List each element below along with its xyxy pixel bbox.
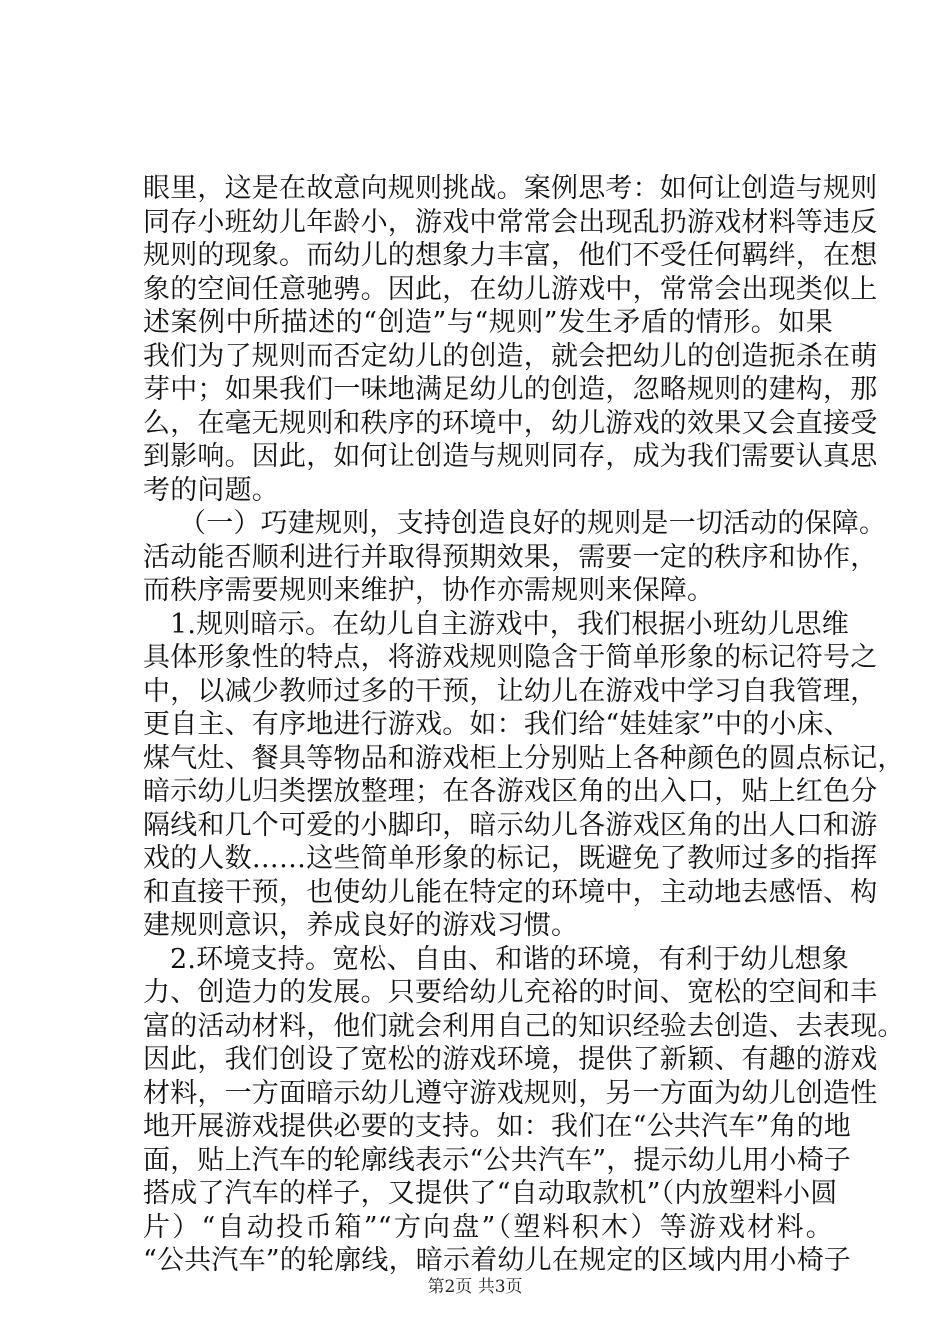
text-line: 眼里，这是在故意向规则挑战。案例思考：如何让创造与规则 xyxy=(143,173,878,204)
text-line: 片）“自动投币箱”“方向盘”（塑料积木）等游戏材料。 xyxy=(143,1211,833,1243)
text-line: “公共汽车”的轮廓线，暗示着幼儿在规定的区域内用小椅子 xyxy=(143,1245,852,1276)
text-line: 因此，我们创设了宽松的游戏环境，提供了新颖、有趣的游戏 xyxy=(143,1044,878,1075)
numbered-paragraph-line: 2.环境支持。宽松、自由、和谐的环境，有利于幼儿想象 xyxy=(170,943,849,975)
text-line: 而秩序需要规则来维护，协作亦需规则来保障。 xyxy=(143,575,715,606)
numbered-paragraph-line: 1.规则暗示。在幼儿自主游戏中，我们根据小班幼儿思维 xyxy=(170,608,849,640)
text-line: 芽中；如果我们一味地满足幼儿的创造，忽略规则的建构，那 xyxy=(143,374,878,405)
text-line: 么，在毫无规则和秩序的环境中，幼儿游戏的效果又会直接受 xyxy=(143,407,878,439)
text-line: 到影响。因此，如何让创造与规则同存，成为我们需要认真思 xyxy=(143,441,878,472)
text-line: 我们为了规则而否定幼儿的创造，就会把幼儿的创造扼杀在萌 xyxy=(143,340,878,372)
text-line: 力、创造力的发展。只要给幼儿充裕的时间、宽松的空间和丰 xyxy=(143,977,878,1008)
text-line: 述案例中所描述的“创造”与“规则”发生矛盾的情形。如果 xyxy=(143,307,833,338)
text-line: 面，贴上汽车的轮廓线表示“公共汽车”，提示幼儿用小椅子 xyxy=(143,1144,852,1176)
text-line: 中，以减少教师过多的干预，让幼儿在游戏中学习自我管理， xyxy=(143,675,878,707)
text-line: 活动能否顺利进行并取得预期效果，需要一定的秩序和协作， xyxy=(143,541,878,573)
section-heading-line: （一）巧建规则，支持创造良好的规则是一切活动的保障。 xyxy=(179,508,887,539)
text-line: 规则的现象。而幼儿的想象力丰富，他们不受任何羁绊，在想 xyxy=(143,240,878,271)
text-line: 材料，一方面暗示幼儿遵守游戏规则，另一方面为幼儿创造性 xyxy=(143,1077,878,1109)
text-line: 和直接干预，也使幼儿能在特定的环境中，主动地去感悟、构 xyxy=(143,876,878,908)
text-line: 考的问题。 xyxy=(143,474,279,506)
text-line: 搭成了汽车的样子，又提供了“自动取款机”（内放塑料小圆 xyxy=(143,1178,838,1209)
text-line: 隔线和几个可爱的小脚印，暗示幼儿各游戏区角的出人口和游 xyxy=(143,809,878,841)
text-line: 暗示幼儿归类摆放整理；在各游戏区角的出入口，贴上红色分 xyxy=(143,776,878,807)
text-line: 地开展游戏提供必要的支持。如：我们在“公共汽车”角的地 xyxy=(143,1111,852,1142)
text-line: 戏的人数……这些简单形象的标记，既避免了教师过多的指挥 xyxy=(143,843,878,874)
document-body xyxy=(143,172,905,1278)
text-line: 同存小班幼儿年龄小，游戏中常常会出现乱扔游戏材料等违反 xyxy=(143,206,878,238)
text-line: 富的活动材料，他们就会利用自己的知识经验去创造、去表现。 xyxy=(143,1010,905,1042)
text-line: 建规则意识，养成良好的游戏习惯。 xyxy=(143,910,579,941)
page-number-footer: 第2页 共3页 xyxy=(427,1277,523,1297)
text-line: 具体形象性的特点，将游戏规则隐含于简单形象的标记符号之 xyxy=(143,642,878,673)
text-line: 更自主、有序地进行游戏。如：我们给“娃娃家”中的小床、 xyxy=(143,709,852,740)
text-line: 煤气灶、餐具等物品和游戏柜上分别贴上各种颜色的圆点标记， xyxy=(143,742,905,774)
text-line: 象的空间任意驰骋。因此，在幼儿游戏中，常常会出现类似上 xyxy=(143,273,878,305)
